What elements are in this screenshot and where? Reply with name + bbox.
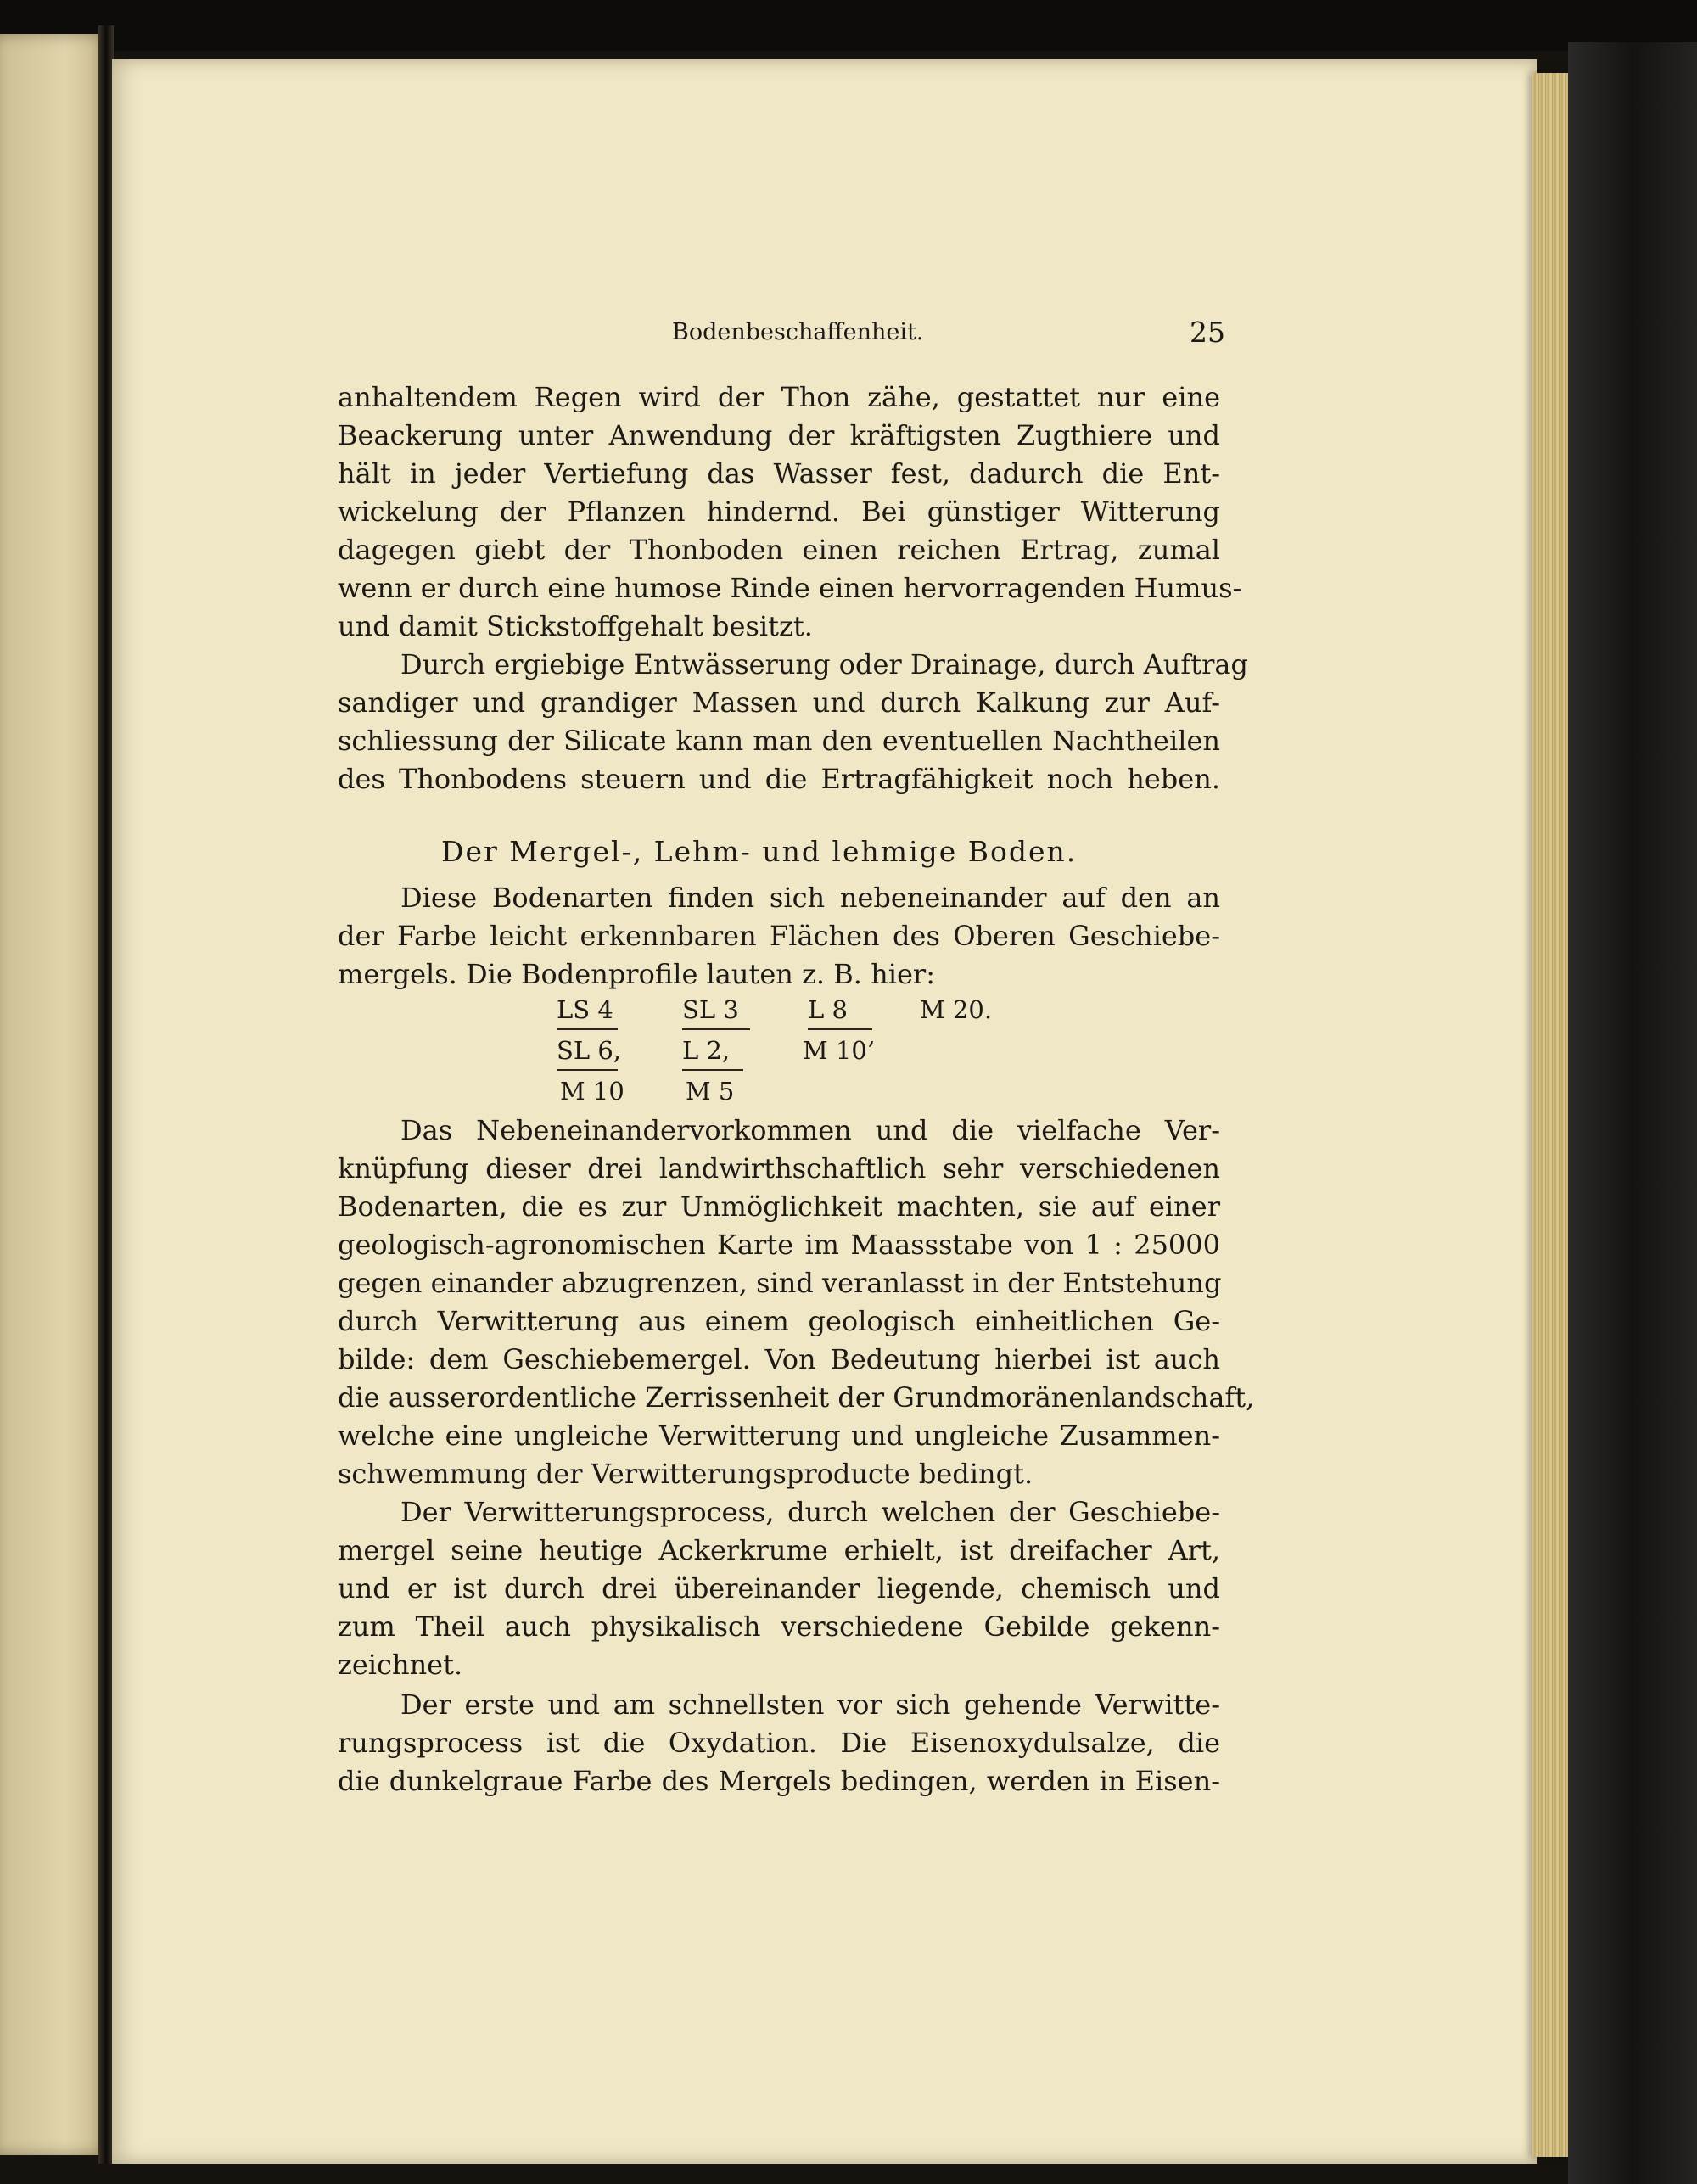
text-line: die dunkelgraue Farbe des Mergels bedingen, werden in Eisen- bbox=[338, 1765, 1220, 1797]
text-line: geologisch-agronomischen Karte im Maassstabe von 1 : 25000 bbox=[338, 1229, 1220, 1261]
text-line: schliessung der Silicate kann man den eventuellen Nachtheilen bbox=[338, 725, 1220, 757]
profile-cell: M 10’ bbox=[803, 1036, 876, 1065]
text-line: schwemmung der Verwitterungsproducte bedingt. bbox=[338, 1458, 1033, 1490]
text-line: durch Verwitterung aus einem geologisch einheitlichen Ge- bbox=[338, 1305, 1220, 1337]
profile-cell: SL 3 bbox=[682, 995, 739, 1024]
text-line: mergels. Die Bodenprofile lauten z. B. hier: bbox=[338, 958, 935, 990]
text-line: dagegen giebt der Thonboden einen reichen Ertrag, zumal bbox=[338, 534, 1220, 566]
fraction-rule bbox=[682, 1069, 743, 1071]
text-line: der Farbe leicht erkennbaren Flächen des Oberen Geschiebe- bbox=[338, 920, 1220, 952]
text-line: Durch ergiebige Entwässerung oder Drainage, durch Auftrag bbox=[400, 648, 1248, 680]
text-line: hält in jeder Vertiefung das Wasser fest, dadurch die Ent- bbox=[338, 457, 1220, 490]
running-head: Bodenbeschaffenheit. bbox=[672, 319, 924, 345]
profile-cell: M 20. bbox=[920, 995, 993, 1024]
text-line: mergel seine heutige Ackerkrume erhielt, ist dreifacher Art, bbox=[338, 1534, 1220, 1566]
fraction-rule bbox=[808, 1028, 872, 1030]
text-line: wenn er durch eine humose Rinde einen hervorragenden Humus- bbox=[338, 572, 1242, 604]
text-line: rungsprocess ist die Oxydation. Die Eisenoxydulsalze, die bbox=[338, 1727, 1220, 1759]
text-line: Der Verwitterungsprocess, durch welchen der Geschiebe- bbox=[400, 1496, 1220, 1528]
profile-cell: LS 4 bbox=[557, 995, 613, 1024]
fraction-rule bbox=[682, 1028, 750, 1030]
text-line: zeichnet. bbox=[338, 1649, 463, 1681]
profile-cell: L 2, bbox=[682, 1036, 731, 1065]
text-line: des Thonbodens steuern und die Ertragfähigkeit noch heben. bbox=[338, 763, 1220, 795]
book-cover bbox=[1568, 42, 1697, 2184]
text-line: Das Nebeneinandervorkommen und die vielfache Ver- bbox=[400, 1114, 1220, 1146]
fraction-rule bbox=[557, 1028, 618, 1030]
text-line: zum Theil auch physikalisch verschiedene Gebilde gekenn- bbox=[338, 1610, 1220, 1643]
profile-cell: M 5 bbox=[686, 1077, 735, 1106]
text-line: sandiger und grandiger Massen und durch Kalkung zur Auf- bbox=[338, 686, 1220, 719]
text-line: Bodenarten, die es zur Unmöglichkeit machten, sie auf einer bbox=[338, 1190, 1220, 1223]
text-line: bilde: dem Geschiebemergel. Von Bedeutung hierbei ist auch bbox=[338, 1343, 1220, 1375]
text-line: Diese Bodenarten finden sich nebeneinander auf den an bbox=[400, 882, 1220, 914]
text-line: Beackerung unter Anwendung der kräftigsten Zugthiere und bbox=[338, 419, 1220, 451]
text-line: wickelung der Pflanzen hindernd. Bei günstiger Witterung bbox=[338, 496, 1220, 528]
text-line: welche eine ungleiche Verwitterung und ungleiche Zusammen- bbox=[338, 1420, 1220, 1452]
scan-background bbox=[0, 0, 1697, 51]
text-line: knüpfung dieser drei landwirthschaftlich sehr verschiedenen bbox=[338, 1152, 1220, 1184]
profile-cell: L 8 bbox=[808, 995, 848, 1024]
page-edges bbox=[1532, 73, 1570, 2157]
text-line: und er ist durch drei übereinander liegende, chemisch und bbox=[338, 1572, 1220, 1604]
text-line: anhaltendem Regen wird der Thon zähe, gestattet nur eine bbox=[338, 381, 1220, 413]
fraction-rule bbox=[557, 1069, 618, 1071]
profile-cell: SL 6, bbox=[557, 1036, 622, 1065]
text-line: Der erste und am schnellsten vor sich gehende Verwitte- bbox=[400, 1688, 1220, 1721]
text-line: gegen einander abzugrenzen, sind veranlasst in der Entstehung bbox=[338, 1267, 1222, 1299]
text-line: und damit Stickstoffgehalt besitzt. bbox=[338, 610, 813, 642]
section-heading: Der Mergel-, Lehm- und lehmige Boden. bbox=[441, 835, 1078, 868]
previous-page-edge bbox=[0, 34, 109, 2155]
page-number: 25 bbox=[1190, 316, 1225, 349]
profile-cell: M 10 bbox=[560, 1077, 624, 1106]
text-line: die ausserordentliche Zerrissenheit der Grundmoränenlandschaft, bbox=[338, 1381, 1255, 1414]
